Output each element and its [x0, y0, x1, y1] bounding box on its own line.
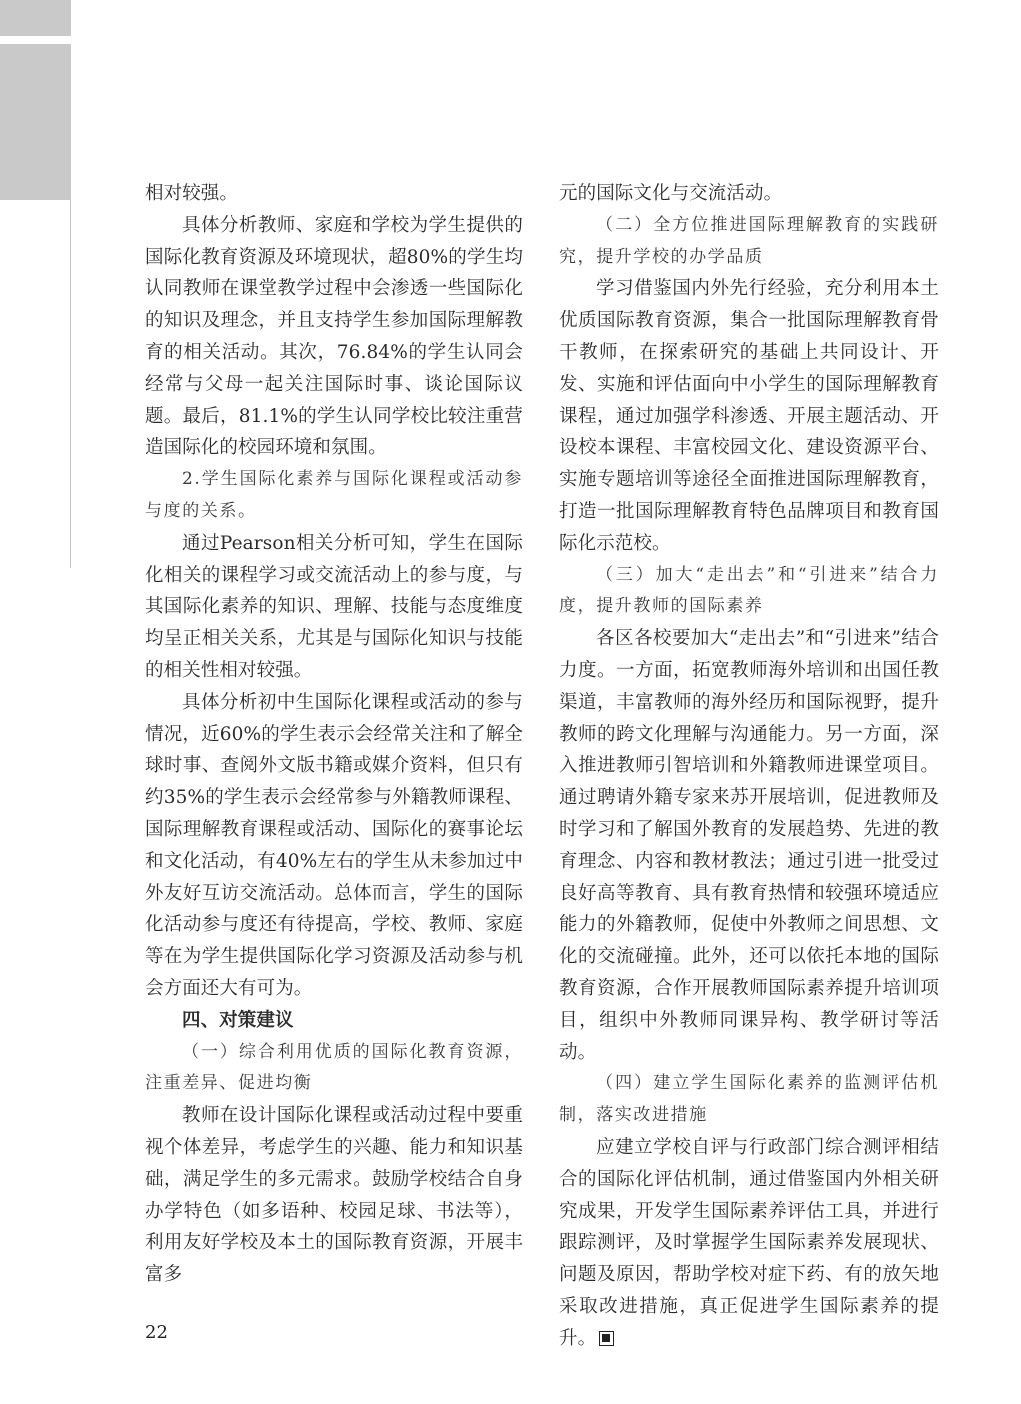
- final-paragraph-text: 应建立学校自评与行政部门综合测评相结合的国际化评估机制，通过借鉴国内外相关研究成果，开发学生国际素养评估工具，并进行跟踪测评，及时掌握学生国际素养发展现状、问题及原因，帮助学校对症下药、有的放矢地采取改进措施，真正促进学生国际素养的提升。: [559, 1136, 939, 1349]
- side-rule: [70, 200, 71, 568]
- paragraph: 具体分析初中生国际化课程或活动的参与情况，近60%的学生表示会经常关注和了解全球时事、查阅外文版书籍或媒介资料，但只有约35%的学生表示会经常参与外籍教师课程、国际理解教育课程或活动、国际化的赛事论坛和文化活动，有40%左右的学生从未参加过中外友好互访交流活动。总体而言，学生的国际化活动参与度还有待提高，学校、教师、家庭等在为学生提供国际化学习资源及活动参与机会方面还大有可为。: [145, 691, 523, 999]
- subsection-heading: （二）全方位推进国际理解教育的实践研究，提升学校的办学品质: [559, 214, 939, 267]
- left-column: [145, 178, 523, 1291]
- page-number: 22: [145, 1322, 168, 1343]
- paragraph: 通过Pearson相关分析可知，学生在国际化相关的课程学习或交流活动上的参与度，与其国际化素养的知识、理解、技能与态度维度均呈正相关关系，尤其是与国际化知识与技能的相关性相对较强。: [145, 532, 523, 681]
- side-tab-block: [0, 44, 71, 200]
- section-heading: 四、对策建议: [182, 1009, 294, 1031]
- paragraph-continued: 元的国际文化与交流活动。: [559, 183, 783, 204]
- side-tab-decoration: [0, 0, 71, 36]
- subsection-heading: （三）加大“走出去”和“引进来”结合力度，提升教师的国际素养: [559, 564, 939, 617]
- paragraph: 各区各校要加大“走出去”和“引进来”结合力度。一方面，拓宽教师海外培训和出国任教渠道，丰富教师的海外经历和国际视野，提升教师的跨文化理解与沟通能力。另一方面，深入推进教师引智培训和外籍教师进课堂项目。通过聘请外籍专家来苏开展培训，促进教师及时学习和了解国外教育的发展趋势、先进的教育理念、内容和教材教法；通过引进一批受过良好高等教育、具有教育热情和较强环境适应能力的外籍教师，促使中外教师之间思想、文化的交流碰撞。此外，还可以依托本地的国际教育资源，合作开展教师国际素养提升培训项目，组织中外教师同课异构、教学研讨等活动。: [559, 628, 939, 1063]
- article-end-icon: [599, 1331, 614, 1346]
- right-column: [559, 178, 939, 1354]
- subsection-heading: 2.学生国际化素养与国际化课程或活动参与度的关系。: [145, 469, 523, 521]
- paragraph-continued: 相对较强。: [145, 183, 239, 204]
- final-paragraph: [559, 1132, 939, 1355]
- subsection-heading: （一）综合利用优质的国际化教育资源，注重差异、促进均衡: [145, 1041, 523, 1094]
- paragraph: 教师在设计国际化课程或活动过程中要重视个体差异，考虑学生的兴趣、能力和知识基础，满足学生的多元需求。鼓励学校结合自身办学特色（如多语种、校园足球、书法等），利用友好学校及本土的国际教育资源，开展丰富多: [145, 1105, 523, 1286]
- subsection-heading: （四）建立学生国际化素养的监测评估机制，落实改进措施: [559, 1073, 939, 1126]
- paragraph: 具体分析教师、家庭和学校为学生提供的国际化教育资源及环境现状，超80%的学生均认同教师在课堂教学过程中会渗透一些国际化的知识及理念，并且支持学生参加国际理解教育的相关活动。其次，76.84%的学生认同会经常与父母一起关注国际时事、谈论国际议题。最后，81.1%的学生认同学校比较注重营造国际化的校园环境和氛围。: [145, 214, 523, 459]
- paragraph: 学习借鉴国内外先行经验，充分利用本土优质国际教育资源，集合一批国际理解教育骨干教师，在探索研究的基础上共同设计、开发、实施和评估面向中小学生的国际理解教育课程，通过加强学科渗透、开展主题活动、开设校本课程、丰富校园文化、建设资源平台、实施专题培训等途径全面推进国际理解教育，打造一批国际理解教育特色品牌项目和教育国际化示范校。: [559, 278, 939, 554]
